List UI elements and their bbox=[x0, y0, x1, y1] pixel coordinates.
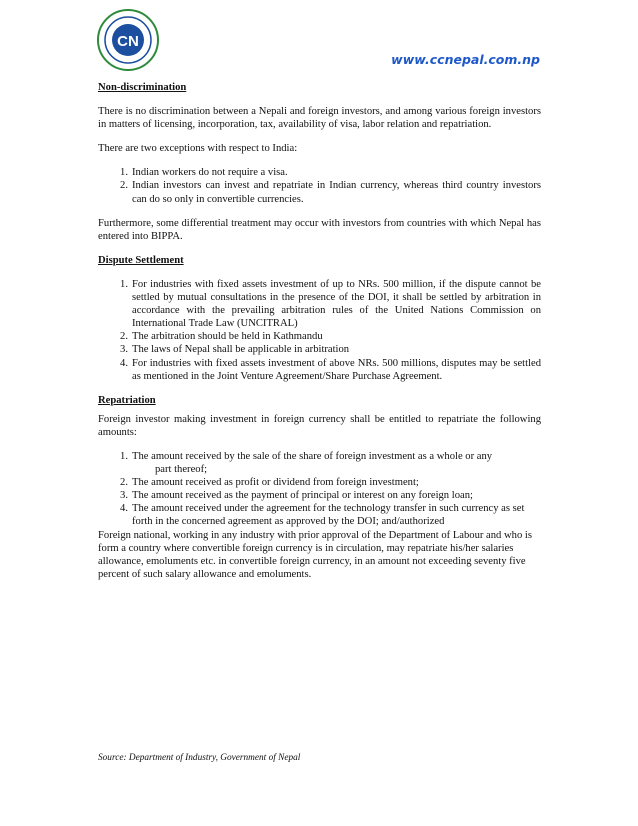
repatriation-list bbox=[98, 450, 541, 529]
nondiscrimination-paragraph-3: Furthermore, some differential treatment may occur with investors from countries with which Nepal has entered into BIPPA. bbox=[98, 217, 541, 242]
list-item: 3. The laws of Nepal shall be applicable in arbitration bbox=[120, 344, 350, 356]
list-item: 1. For industries with fixed assets investment of up to NRs. 500 million, if the dispute cannot be settled by mutual consultations in the presence of the DOI, it shall be settled by arbitration in accordance with the prevailing arbitration rules of the United Nations Commission on International Trade Law (UNCITRAL) bbox=[120, 278, 541, 330]
heading-nondiscrimination: Non-discrimination bbox=[98, 82, 187, 93]
repatriation-paragraph-1: Foreign investor making investment in foreign currency shall be entitled to repatriate the following amounts: bbox=[98, 413, 541, 438]
website-url[interactable]: www.ccnepal.com.np bbox=[391, 52, 540, 67]
list-item: 3. The amount received as the payment of principal or interest on any foreign loan; bbox=[120, 490, 473, 502]
heading-dispute-settlement: Dispute Settlement bbox=[98, 254, 184, 266]
list-item: 2. The arbitration should be held in Kathmandu bbox=[120, 331, 323, 343]
list-item: 4. For industries with fixed assets investment of above NRs. 500 millions, disputes may be settled as mentioned in the Joint Venture Agreement/Share Purchase Agreement. bbox=[120, 357, 541, 382]
nondiscrimination-paragraph-1: There is no discrimination between a Nepali and foreign investors, and among various foreign investors in matters of licensing, incorporation, tax, availability of visa, labor relation and repatriation. bbox=[98, 106, 541, 131]
document-body bbox=[98, 81, 541, 581]
list-item: 2. The amount received as profit or dividend from foreign investment; bbox=[120, 477, 419, 489]
india-exceptions-list bbox=[98, 166, 541, 205]
list-item: 4. The amount received under the agreement for the technology transfer in such currency as set forth in the concerned agreement as approved by the DOI; and/authorized bbox=[120, 503, 525, 528]
nondiscrimination-paragraph-2: There are two exceptions with respect to India: bbox=[98, 143, 298, 155]
company-logo bbox=[96, 8, 160, 72]
list-item: 2. Indian investors can invest and repatriate in Indian currency, whereas third country investors can do so only in convertible currencies. bbox=[120, 180, 541, 205]
dispute-settlement-list bbox=[98, 278, 541, 383]
logo-letters: CN bbox=[117, 33, 139, 50]
repatriation-paragraph-2: Foreign national, working in any industry with prior approval of the Department of Labour and who is form a country where convertible foreign currency is in circulation, may repatriate his/her salaries allowance, emoluments etc. in convertible foreign currency, in an amount not exceeding seventy five percent of such salary allowance and emoluments. bbox=[98, 529, 532, 580]
list-item: 1. Indian workers do not require a visa. bbox=[120, 167, 288, 179]
list-item: 1. The amount received by the sale of the share of foreign investment as a whole or any part thereof; bbox=[120, 450, 493, 476]
heading-repatriation: Repatriation bbox=[98, 394, 156, 406]
source-note: Source: Department of Industry, Government of Nepal bbox=[98, 753, 301, 763]
